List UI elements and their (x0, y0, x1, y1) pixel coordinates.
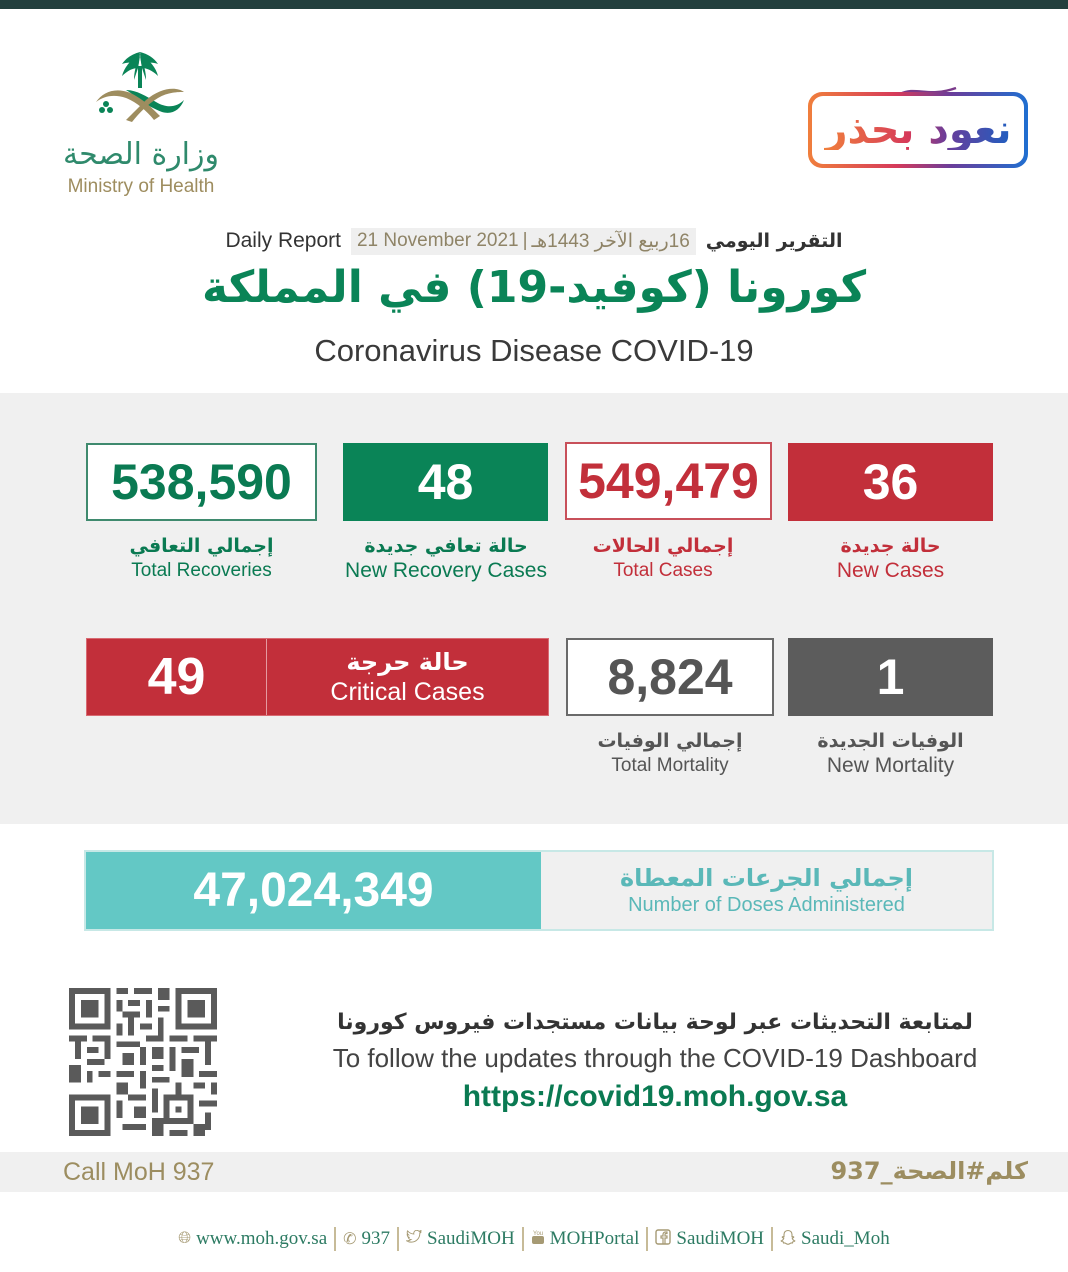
doses-value: 47,024,349 (193, 864, 434, 917)
new-mortality-box (788, 638, 993, 716)
call-moh-en: Call MoH 937 (63, 1158, 215, 1186)
top-bar (0, 0, 1068, 9)
call-moh-ar: كلم#الصحة_937 (830, 1157, 1028, 1185)
critical-cases-label-ar: حالة حرجة (346, 648, 469, 676)
social-website[interactable]: 🌐︎ www.moh.gov.sa (178, 1228, 328, 1249)
divider (522, 1227, 524, 1251)
report-date (351, 228, 696, 255)
globe-icon: 🌐︎ (178, 1230, 192, 1247)
social-phone[interactable]: ✆ 937 (343, 1228, 391, 1249)
divider (771, 1227, 773, 1251)
total-mortality-label: إجمالي الوفيات Total Mortality (597, 730, 743, 776)
snapchat-icon (780, 1229, 796, 1250)
twitter-icon (406, 1230, 422, 1249)
new-cases-value: 36 (862, 454, 919, 510)
date-gregorian: 21 November 2021 (356, 229, 519, 251)
total-cases-label: إجمالي الحالات Total Cases (592, 535, 734, 581)
facebook-icon (655, 1229, 671, 1250)
phone-icon: ✆ (343, 1231, 357, 1248)
youtube-icon (531, 1229, 545, 1250)
follow-text-ar: لمتابعة التحديثات عبر لوحة بيانات مستجدات فيروس كورونا (337, 1010, 973, 1035)
page-title-en: Coronavirus Disease COVID-19 (314, 333, 754, 368)
social-twitter[interactable]: SaudiMOH (406, 1228, 515, 1250)
divider (334, 1227, 336, 1251)
dashboard-link[interactable]: https://covid19.moh.gov.sa (462, 1080, 848, 1113)
new-cases-box (788, 443, 993, 521)
critical-cases-box (86, 638, 549, 716)
svg-text:You: You (532, 1230, 543, 1237)
report-label-en: Daily Report (225, 229, 341, 252)
dashboard-info (290, 1006, 1020, 1118)
page-title-ar: كورونا (كوفيد-19) في المملكة (201, 262, 867, 313)
social-youtube[interactable]: You MOHPortal (532, 1228, 640, 1249)
date-separator: | (522, 229, 528, 251)
new-recoveries-value: 48 (417, 454, 474, 510)
social-snapchat[interactable]: Saudi_Moh (780, 1228, 890, 1250)
critical-cases-label-en: Critical Cases (330, 678, 485, 706)
call-bar (0, 1152, 1068, 1192)
new-mortality-value: 1 (876, 649, 905, 705)
total-recoveries-label: إجمالي التعافي Total Recoveries (129, 535, 274, 581)
total-recoveries-box (86, 443, 317, 521)
doses-label-en: Number of Doses Administered (628, 894, 905, 916)
doses-administered-box (84, 850, 994, 931)
divider (646, 1227, 648, 1251)
new-mortality-label: الوفيات الجديدة New Mortality (817, 730, 964, 777)
campaign-text: نعود بحذر (824, 107, 1012, 153)
date-hijri: 16ربيع الآخر 1443هـ (531, 230, 690, 252)
palm-swords-emblem-icon (80, 50, 200, 130)
total-cases-box (565, 442, 772, 520)
divider (397, 1227, 399, 1251)
report-label-ar: التقرير اليومي (705, 230, 843, 252)
critical-cases-value: 49 (147, 648, 206, 706)
moh-logo (50, 50, 230, 200)
total-mortality-box (566, 638, 774, 716)
qr-code-icon[interactable] (68, 988, 218, 1136)
new-recoveries-label: حالة تعافي جديدة New Recovery Cases (345, 535, 547, 582)
doses-label-ar: إجمالي الجرعات المعطاة (619, 864, 914, 892)
campaign-badge (808, 84, 1030, 168)
total-cases-value: 549,479 (578, 453, 759, 509)
logo-arabic-name: وزارة الصحة (63, 137, 219, 172)
total-recoveries-value: 538,590 (111, 454, 292, 510)
follow-text-en: To follow the updates through the COVID-19 Dashboard (332, 1043, 978, 1073)
new-cases-label: حالة جديدة New Cases (836, 535, 945, 582)
social-links (0, 1224, 1068, 1254)
new-recoveries-box (343, 443, 548, 521)
total-mortality-value: 8,824 (607, 649, 733, 705)
social-facebook[interactable]: SaudiMOH (655, 1228, 764, 1250)
logo-english-name: Ministry of Health (67, 176, 215, 197)
report-header (0, 226, 1068, 256)
